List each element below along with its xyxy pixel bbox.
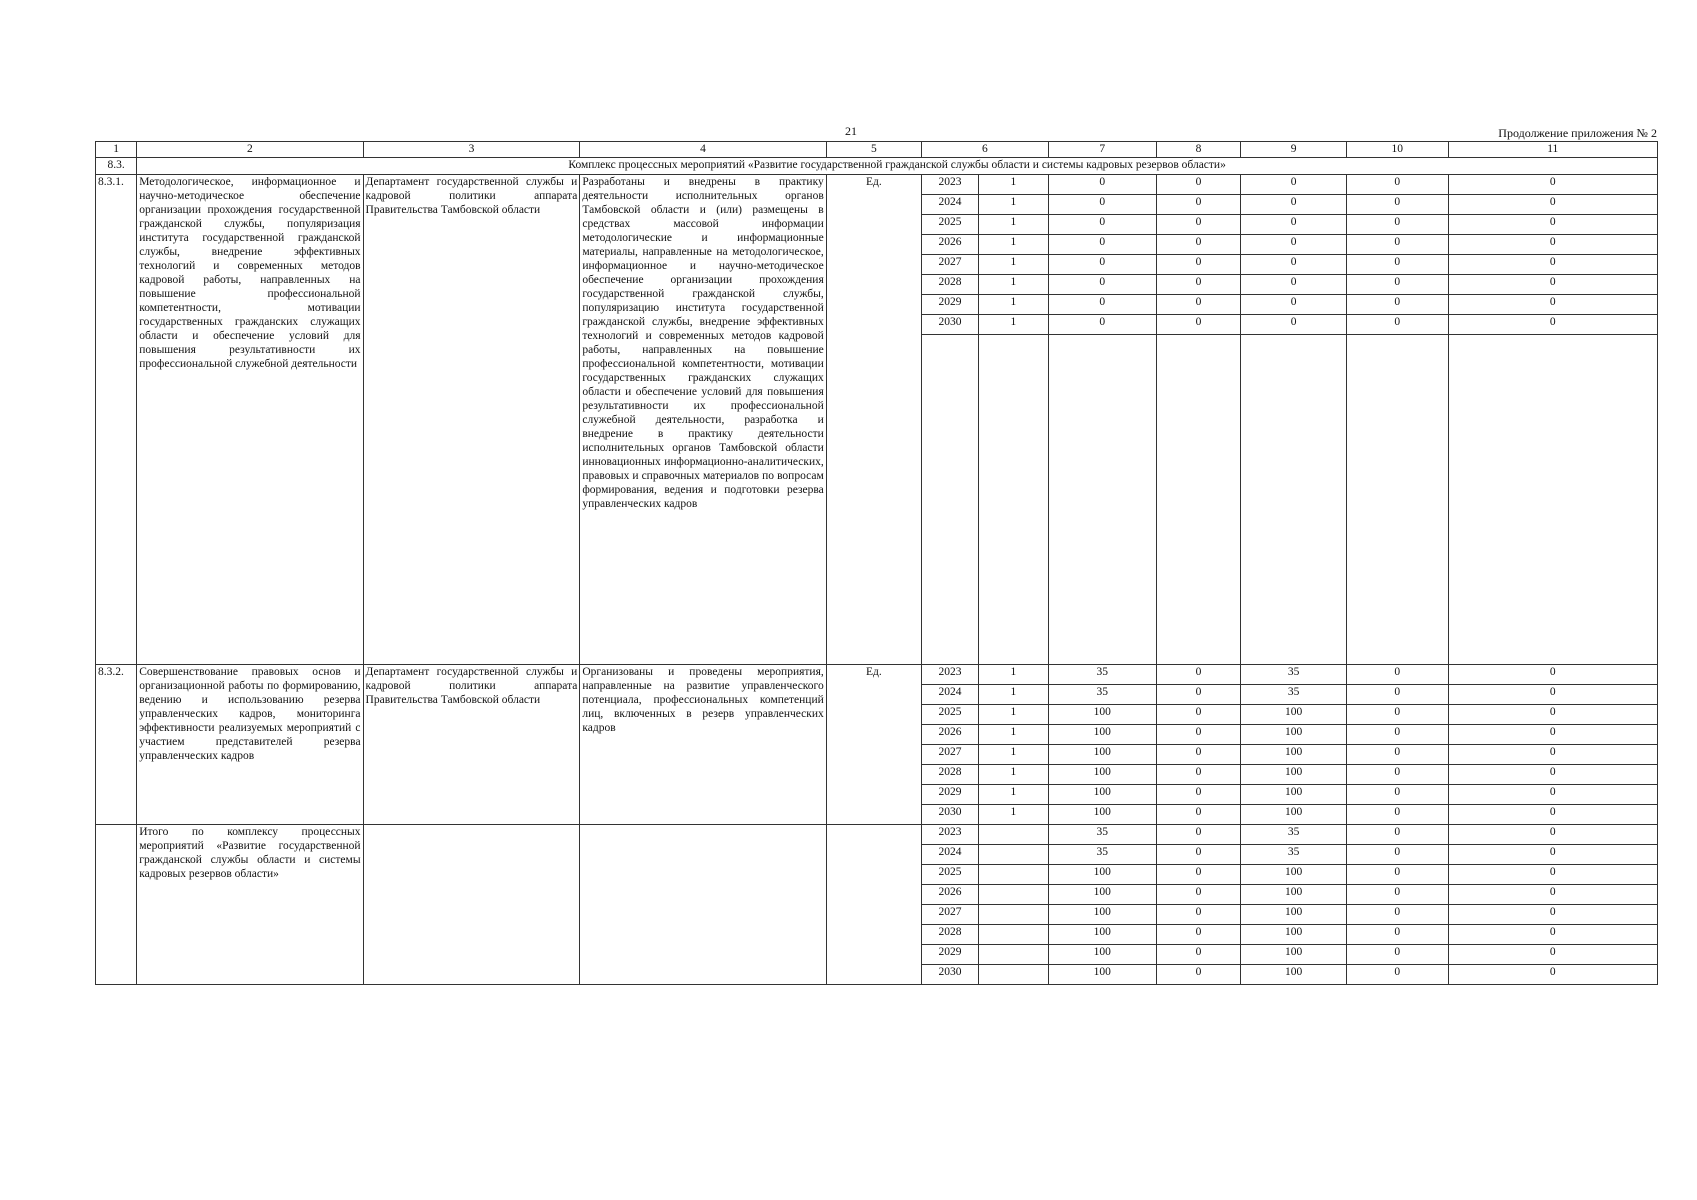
value-cell: 0 — [1448, 845, 1657, 865]
year-cell: 2029 — [921, 945, 978, 965]
value-cell: 0 — [1156, 885, 1241, 905]
value-cell: 0 — [1448, 295, 1657, 315]
column-header: 7 — [1048, 142, 1156, 158]
value-cell: 100 — [1048, 965, 1156, 985]
table-row — [96, 825, 1658, 845]
value-cell: 100 — [1048, 805, 1156, 825]
column-header: 2 — [137, 142, 363, 158]
column-header: 6 — [921, 142, 1048, 158]
value-cell: 0 — [1048, 275, 1156, 295]
value-cell: 0 — [1156, 825, 1241, 845]
value-cell: 0 — [1156, 805, 1241, 825]
column-header: 9 — [1241, 142, 1347, 158]
measures-table — [95, 141, 1658, 985]
value-cell: 100 — [1048, 885, 1156, 905]
value-cell: 0 — [1448, 865, 1657, 885]
year-cell: 2026 — [921, 885, 978, 905]
value-cell: 0 — [1241, 255, 1347, 275]
row-executor: Департамент государственной службы и кадровой политики аппарата Правительства Тамбовской области — [363, 665, 580, 825]
value-cell — [979, 925, 1049, 945]
value-cell: 100 — [1241, 885, 1347, 905]
year-cell: 2024 — [921, 195, 978, 215]
value-cell: 1 — [979, 765, 1049, 785]
value-cell: 100 — [1048, 725, 1156, 745]
row-result — [580, 825, 826, 985]
column-header: 10 — [1347, 142, 1449, 158]
value-cell: 0 — [1156, 785, 1241, 805]
value-cell: 0 — [1448, 175, 1657, 195]
value-cell: 35 — [1241, 845, 1347, 865]
value-cell: 100 — [1241, 745, 1347, 765]
value-cell: 0 — [1156, 725, 1241, 745]
empty-cell — [1347, 335, 1449, 665]
value-cell: 0 — [1448, 315, 1657, 335]
value-cell: 1 — [979, 685, 1049, 705]
value-cell: 0 — [1448, 685, 1657, 705]
empty-cell — [1448, 335, 1657, 665]
value-cell: 35 — [1048, 665, 1156, 685]
value-cell: 0 — [1048, 195, 1156, 215]
empty-cell — [979, 335, 1049, 665]
row-unit: Ед. — [826, 175, 921, 665]
year-cell: 2028 — [921, 925, 978, 945]
row-result: Организованы и проведены мероприятия, направленные на развитие управленческого потенциала, профессиональных компетенций лиц, включенных в резерв управленческих кадров — [580, 665, 826, 825]
year-cell: 2028 — [921, 275, 978, 295]
value-cell: 0 — [1347, 905, 1449, 925]
year-cell: 2028 — [921, 765, 978, 785]
value-cell — [979, 845, 1049, 865]
row-name: Итого по комплексу процессных мероприятий «Развитие государственной гражданской службы области и системы кадровых резервов области» — [137, 825, 363, 985]
year-cell: 2023 — [921, 825, 978, 845]
column-header: 5 — [826, 142, 921, 158]
year-cell: 2025 — [921, 865, 978, 885]
value-cell: 0 — [1156, 195, 1241, 215]
value-cell: 1 — [979, 785, 1049, 805]
value-cell: 0 — [1448, 195, 1657, 215]
value-cell: 1 — [979, 315, 1049, 335]
value-cell: 0 — [1156, 945, 1241, 965]
row-executor: Департамент государственной службы и кадровой политики аппарата Правительства Тамбовской области — [363, 175, 580, 665]
value-cell: 35 — [1048, 685, 1156, 705]
value-cell: 100 — [1048, 745, 1156, 765]
row-number: 8.3.2. — [96, 665, 137, 825]
value-cell: 0 — [1347, 745, 1449, 765]
value-cell: 0 — [1347, 295, 1449, 315]
continuation-label: Продолжение приложения № 2 — [1498, 126, 1657, 140]
row-name: Методологическое, информационное и научно-методическое обеспечение организации прохождения государственной гражданской службы, популяризация института государственной гражданской службы, внедрение эффективных технологий и современных методов кадровой работы, направленных на повышение профессиональной компетентности, мотивации государственных гражданских служащих области и обеспечение условий для повышения результативности их профессиональной служебной деятельности — [137, 175, 363, 665]
value-cell: 0 — [1048, 215, 1156, 235]
value-cell: 100 — [1241, 725, 1347, 745]
value-cell — [979, 945, 1049, 965]
value-cell: 0 — [1241, 215, 1347, 235]
value-cell: 0 — [1156, 925, 1241, 945]
value-cell: 0 — [1448, 925, 1657, 945]
year-cell: 2027 — [921, 905, 978, 925]
column-header: 3 — [363, 142, 580, 158]
value-cell: 0 — [1448, 745, 1657, 765]
value-cell: 1 — [979, 295, 1049, 315]
column-header: 8 — [1156, 142, 1241, 158]
value-cell: 0 — [1156, 965, 1241, 985]
value-cell: 100 — [1241, 705, 1347, 725]
value-cell: 0 — [1448, 235, 1657, 255]
value-cell: 0 — [1048, 175, 1156, 195]
value-cell: 0 — [1156, 235, 1241, 255]
empty-cell — [1048, 335, 1156, 665]
value-cell: 0 — [1156, 175, 1241, 195]
value-cell: 100 — [1048, 925, 1156, 945]
table-row — [96, 175, 1658, 195]
year-cell: 2025 — [921, 215, 978, 235]
year-cell: 2026 — [921, 725, 978, 745]
value-cell: 0 — [1347, 925, 1449, 945]
value-cell: 0 — [1347, 665, 1449, 685]
column-header: 1 — [96, 142, 137, 158]
value-cell — [979, 905, 1049, 925]
section-number: 8.3. — [96, 158, 137, 175]
year-cell: 2029 — [921, 785, 978, 805]
year-cell: 2027 — [921, 255, 978, 275]
value-cell: 100 — [1241, 925, 1347, 945]
value-cell: 1 — [979, 665, 1049, 685]
value-cell — [979, 825, 1049, 845]
value-cell: 0 — [1448, 255, 1657, 275]
value-cell: 0 — [1448, 785, 1657, 805]
row-name: Совершенствование правовых основ и организационной работы по формированию, ведению и использованию резерва управленческих кадров, мониторинга эффективности реализуемых мероприятий с участием представителей резерва управленческих кадров — [137, 665, 363, 825]
value-cell: 0 — [1347, 275, 1449, 295]
value-cell: 1 — [979, 745, 1049, 765]
value-cell: 0 — [1347, 725, 1449, 745]
value-cell: 0 — [1156, 745, 1241, 765]
value-cell: 0 — [1156, 295, 1241, 315]
value-cell: 0 — [1156, 665, 1241, 685]
value-cell: 0 — [1156, 765, 1241, 785]
value-cell — [979, 865, 1049, 885]
section-title: Комплекс процессных мероприятий «Развитие государственной гражданской службы области и системы кадровых резервов области» — [137, 158, 1658, 175]
value-cell: 0 — [1347, 865, 1449, 885]
value-cell: 0 — [1347, 765, 1449, 785]
value-cell: 0 — [1347, 885, 1449, 905]
row-result: Разработаны и внедрены в практику деятельности исполнительных органов Тамбовской области и (или) размещены в средствах массовой информации методологические и информационные материалы, направленные на методологическое, информационное и научно-методическое обеспечение организации прохождения государственной гражданской службы, популяризацию института государственной гражданской службы, внедрение эффективных технологий и современных методов кадровой работы, направленных на повышение профессиональной компетентности, мотивации государственных гражданских служащих области и обеспечение условий для повышения результативности их профессиональной служебной деятельности, разработка и внедрение в практику деятельности исполнительных органов Тамбовской области инновационных информационно-аналитических, правовых и справочных материалов по вопросам формирования, ведения и подготовки резерва управленческих кадров — [580, 175, 826, 665]
column-header: 4 — [580, 142, 826, 158]
value-cell: 35 — [1048, 845, 1156, 865]
year-cell: 2025 — [921, 705, 978, 725]
value-cell: 0 — [1048, 255, 1156, 275]
year-cell: 2030 — [921, 965, 978, 985]
value-cell: 100 — [1048, 705, 1156, 725]
value-cell: 100 — [1241, 965, 1347, 985]
value-cell: 0 — [1448, 885, 1657, 905]
year-cell: 2027 — [921, 745, 978, 765]
year-cell: 2030 — [921, 805, 978, 825]
value-cell: 35 — [1241, 825, 1347, 845]
value-cell: 0 — [1048, 235, 1156, 255]
year-cell: 2023 — [921, 175, 978, 195]
value-cell: 0 — [1241, 295, 1347, 315]
value-cell: 0 — [1156, 315, 1241, 335]
value-cell: 0 — [1347, 215, 1449, 235]
value-cell: 1 — [979, 255, 1049, 275]
row-number: 8.3.1. — [96, 175, 137, 665]
value-cell: 1 — [979, 195, 1049, 215]
value-cell: 0 — [1448, 705, 1657, 725]
value-cell: 1 — [979, 235, 1049, 255]
value-cell: 1 — [979, 215, 1049, 235]
value-cell — [979, 965, 1049, 985]
value-cell: 1 — [979, 805, 1049, 825]
year-cell: 2030 — [921, 315, 978, 335]
row-unit — [826, 825, 921, 985]
value-cell: 0 — [1347, 845, 1449, 865]
value-cell — [979, 885, 1049, 905]
value-cell: 0 — [1048, 315, 1156, 335]
value-cell: 100 — [1048, 945, 1156, 965]
value-cell: 100 — [1241, 805, 1347, 825]
value-cell: 0 — [1156, 865, 1241, 885]
value-cell: 0 — [1448, 945, 1657, 965]
table-row — [96, 665, 1658, 685]
value-cell: 0 — [1448, 825, 1657, 845]
value-cell: 0 — [1156, 275, 1241, 295]
value-cell: 0 — [1347, 945, 1449, 965]
value-cell: 0 — [1156, 705, 1241, 725]
value-cell: 100 — [1241, 765, 1347, 785]
value-cell: 0 — [1448, 905, 1657, 925]
value-cell: 0 — [1448, 725, 1657, 745]
value-cell: 0 — [1347, 175, 1449, 195]
value-cell: 0 — [1347, 785, 1449, 805]
value-cell: 0 — [1347, 965, 1449, 985]
section-row — [96, 158, 1658, 175]
value-cell: 0 — [1448, 765, 1657, 785]
value-cell: 100 — [1048, 905, 1156, 925]
value-cell: 0 — [1241, 315, 1347, 335]
value-cell: 0 — [1347, 195, 1449, 215]
value-cell: 100 — [1241, 785, 1347, 805]
value-cell: 35 — [1048, 825, 1156, 845]
value-cell: 0 — [1241, 275, 1347, 295]
value-cell: 0 — [1156, 685, 1241, 705]
year-cell: 2026 — [921, 235, 978, 255]
value-cell: 0 — [1347, 825, 1449, 845]
value-cell: 0 — [1241, 195, 1347, 215]
page-number: 21 — [845, 124, 857, 138]
year-cell: 2023 — [921, 665, 978, 685]
value-cell: 0 — [1347, 235, 1449, 255]
value-cell: 0 — [1448, 275, 1657, 295]
value-cell: 0 — [1156, 845, 1241, 865]
value-cell: 100 — [1048, 785, 1156, 805]
value-cell: 0 — [1448, 665, 1657, 685]
value-cell: 0 — [1156, 255, 1241, 275]
value-cell: 0 — [1347, 255, 1449, 275]
value-cell: 100 — [1241, 865, 1347, 885]
value-cell: 100 — [1048, 865, 1156, 885]
value-cell: 0 — [1156, 215, 1241, 235]
value-cell: 0 — [1048, 295, 1156, 315]
empty-cell — [1156, 335, 1241, 665]
value-cell: 0 — [1241, 235, 1347, 255]
row-number — [96, 825, 137, 985]
empty-cell — [1241, 335, 1347, 665]
value-cell: 100 — [1048, 765, 1156, 785]
empty-cell — [921, 335, 978, 665]
value-cell: 0 — [1347, 805, 1449, 825]
value-cell: 0 — [1448, 215, 1657, 235]
value-cell: 0 — [1241, 175, 1347, 195]
column-header: 11 — [1448, 142, 1657, 158]
row-executor — [363, 825, 580, 985]
value-cell: 1 — [979, 275, 1049, 295]
value-cell: 0 — [1347, 315, 1449, 335]
value-cell: 1 — [979, 175, 1049, 195]
value-cell: 0 — [1156, 905, 1241, 925]
value-cell: 1 — [979, 725, 1049, 745]
year-cell: 2024 — [921, 845, 978, 865]
value-cell: 0 — [1347, 705, 1449, 725]
value-cell: 35 — [1241, 665, 1347, 685]
value-cell: 0 — [1448, 965, 1657, 985]
value-cell: 100 — [1241, 945, 1347, 965]
value-cell: 35 — [1241, 685, 1347, 705]
value-cell: 0 — [1347, 685, 1449, 705]
year-cell: 2024 — [921, 685, 978, 705]
value-cell: 0 — [1448, 805, 1657, 825]
year-cell: 2029 — [921, 295, 978, 315]
value-cell: 100 — [1241, 905, 1347, 925]
header-row — [96, 142, 1658, 158]
row-unit: Ед. — [826, 665, 921, 825]
value-cell: 1 — [979, 705, 1049, 725]
